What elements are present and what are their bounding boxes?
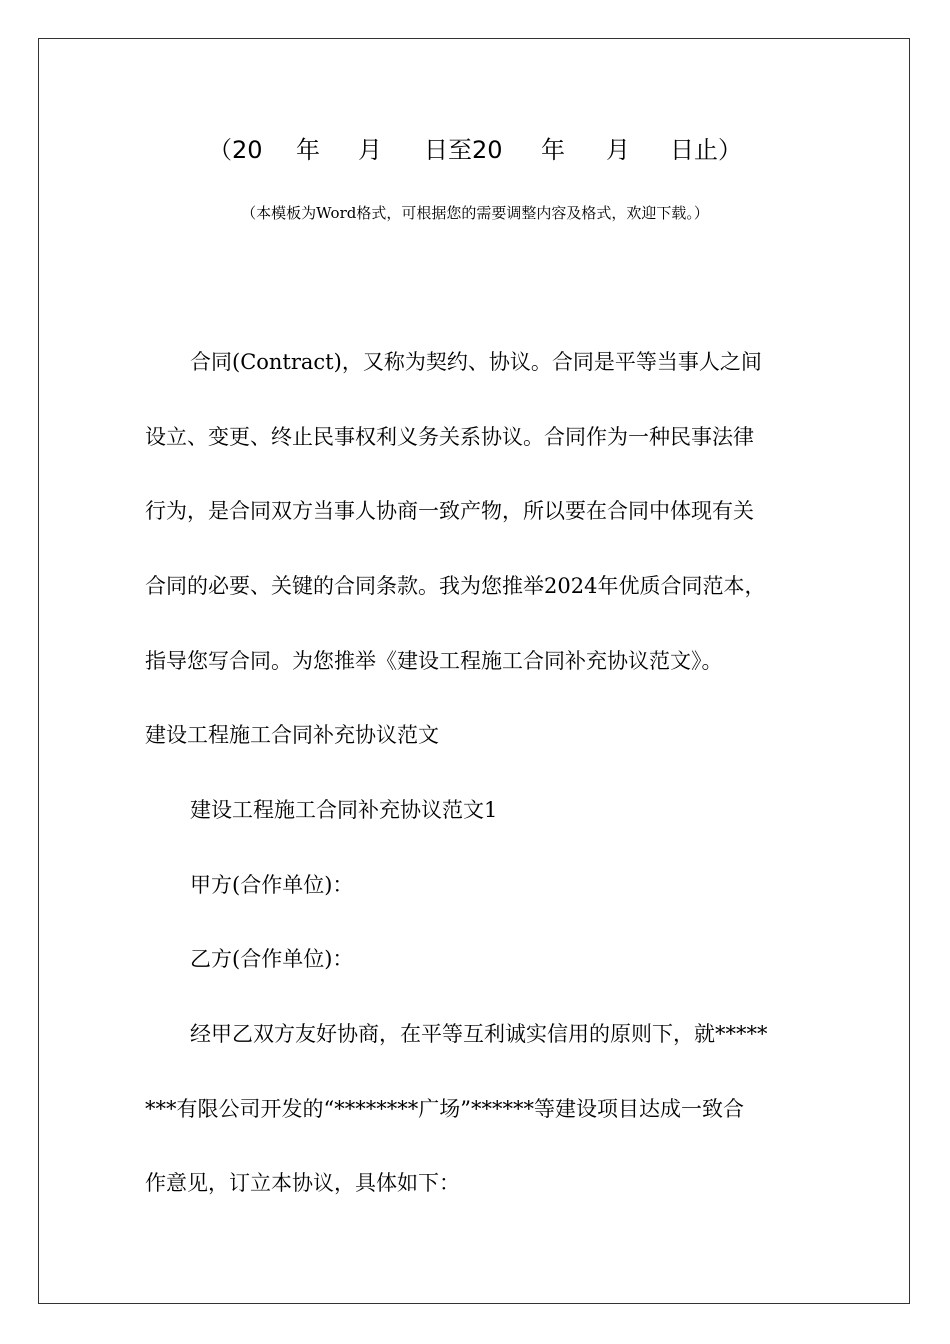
template-note: （本模板为Word格式，可根据您的需要调整内容及格式，欢迎下载。） bbox=[241, 204, 709, 222]
date-month-2: 月 bbox=[606, 136, 630, 164]
section-title: 建设工程施工合同补充协议范文 bbox=[145, 723, 439, 747]
party-b-label: 乙方(合作单位)： bbox=[190, 947, 354, 971]
paragraph-line: 合同的必要、关键的合同条款。我为您推举2024年优质合同范本， bbox=[145, 574, 766, 598]
date-day-end: 日止） bbox=[670, 136, 742, 164]
paragraph-line: 合同(Contract)，又称为契约、协议。合同是平等当事人之间 bbox=[190, 350, 762, 374]
date-day-to: 日至20 bbox=[424, 136, 503, 164]
date-open: （20 bbox=[208, 136, 263, 164]
date-range-line bbox=[0, 130, 950, 170]
date-month-1: 月 bbox=[358, 136, 382, 164]
agreement-heading: 建设工程施工合同补充协议范文1 bbox=[190, 798, 498, 822]
paragraph-line: 指导您写合同。为您推举《建设工程施工合同补充协议范文》。 bbox=[145, 649, 723, 673]
party-a-label: 甲方(合作单位)： bbox=[190, 873, 354, 897]
date-year-2: 年 bbox=[541, 136, 565, 164]
paragraph-line: 设立、变更、终止民事权利义务关系协议。合同作为一种民事法律 bbox=[145, 425, 754, 449]
paragraph-line: ***有限公司开发的“********广场”******等建设项目达成一致合 bbox=[145, 1097, 744, 1121]
date-year-1: 年 bbox=[296, 136, 320, 164]
paragraph-line: 作意见，订立本协议，具体如下： bbox=[145, 1171, 460, 1195]
paragraph-line: 经甲乙双方友好协商，在平等互利诚实信用的原则下，就***** bbox=[190, 1022, 768, 1046]
paragraph-line: 行为，是合同双方当事人协商一致产物，所以要在合同中体现有关 bbox=[145, 499, 754, 523]
